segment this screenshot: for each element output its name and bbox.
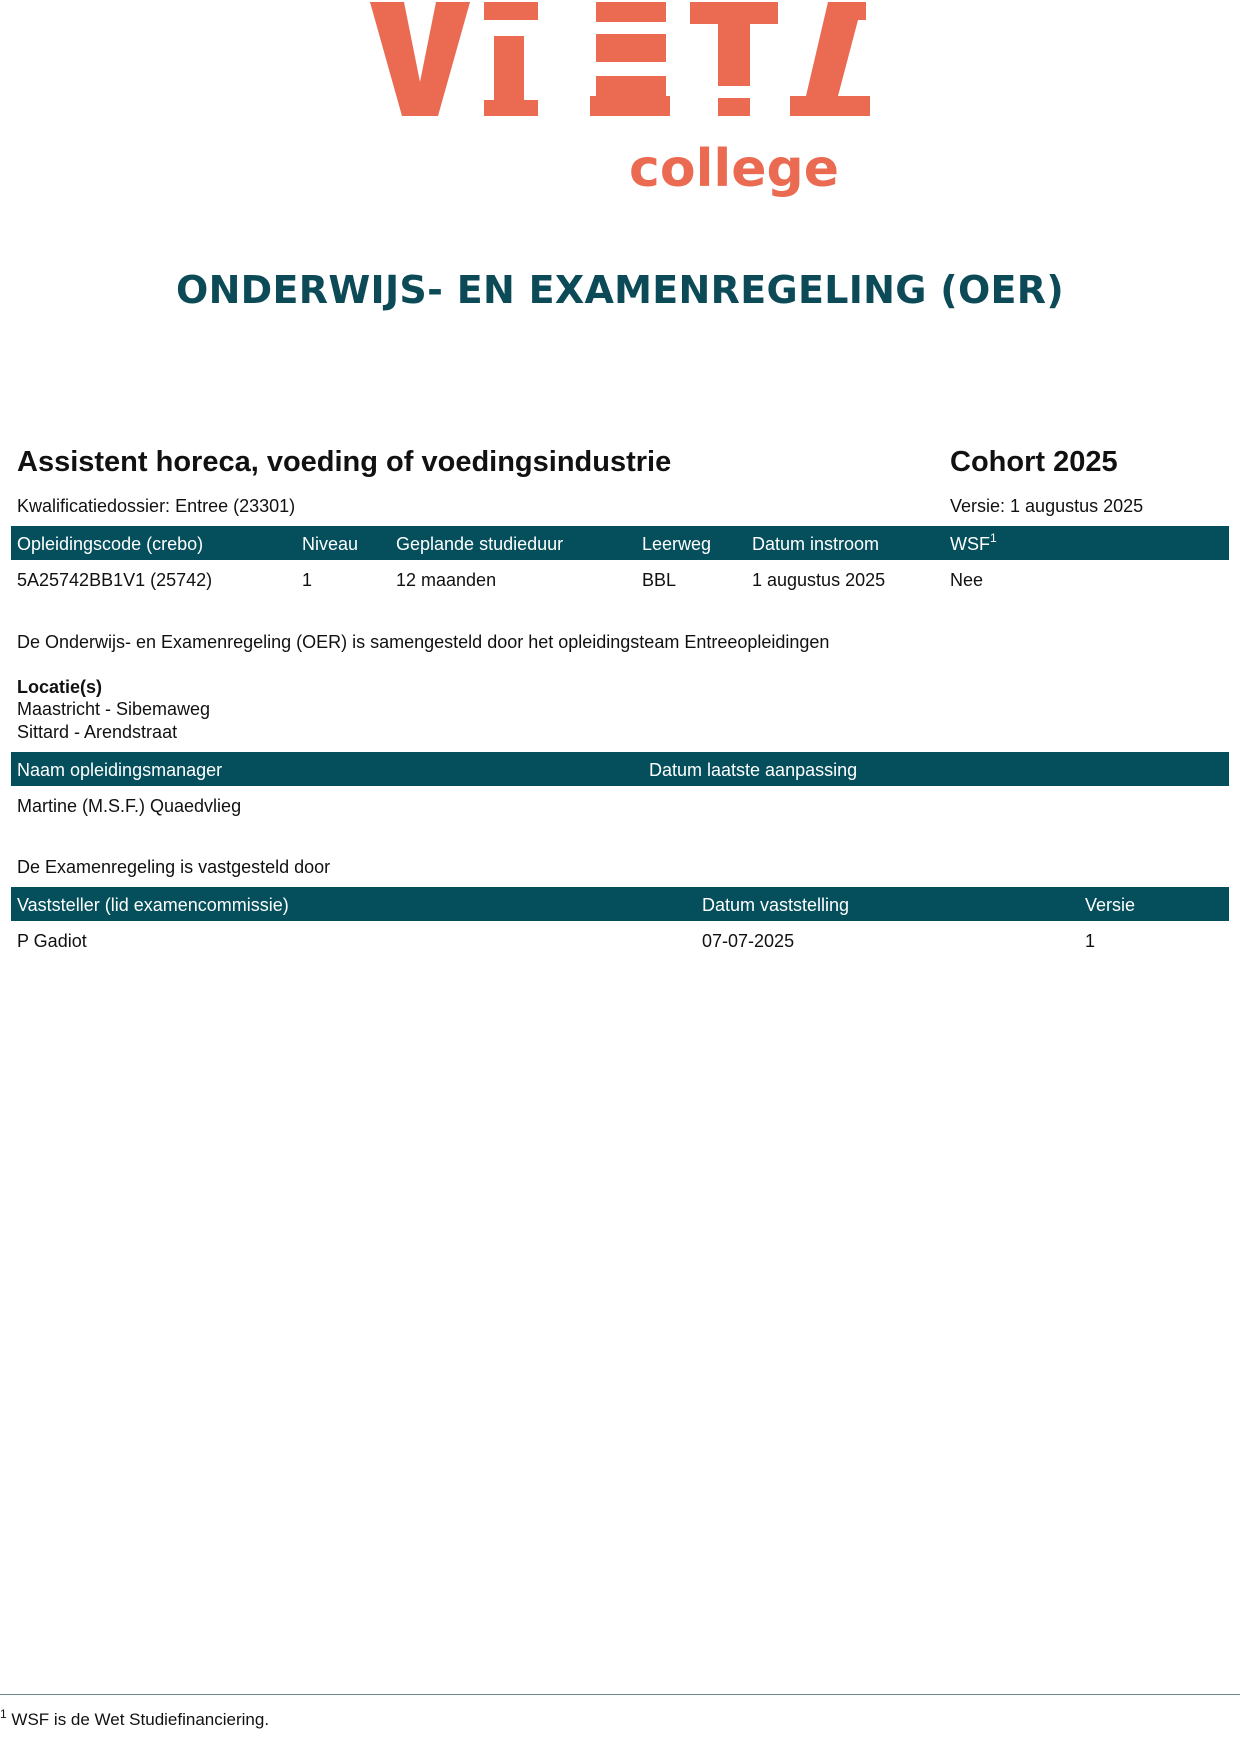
header-wsf-label: WSF bbox=[950, 534, 990, 554]
cell-wsf: Nee bbox=[950, 570, 984, 590]
cohort-label: Cohort 2025 bbox=[950, 446, 1118, 478]
exam-table-header bbox=[11, 887, 1229, 921]
header-versie: Versie bbox=[1085, 895, 1136, 915]
location-item: Maastricht - Sibemaweg bbox=[17, 699, 211, 719]
header-datum-instroom: Datum instroom bbox=[752, 534, 880, 554]
header-datum-vaststelling: Datum vaststelling bbox=[702, 895, 850, 915]
footnote-marker: 1 bbox=[0, 1707, 7, 1721]
location-item: Sittard - Arendstraat bbox=[17, 722, 178, 742]
header-wsf bbox=[950, 531, 997, 555]
cell-manager: Martine (M.S.F.) Quaedvlieg bbox=[17, 796, 242, 816]
logo-graphic bbox=[0, 0, 1240, 215]
logo-wordmark: college bbox=[629, 139, 839, 199]
header-vaststeller: Vaststeller (lid examencommissie) bbox=[17, 895, 289, 915]
cell-leerweg: BBL bbox=[642, 570, 677, 590]
programme-name: Assistent horeca, voeding of voedingsindustrie bbox=[17, 446, 672, 478]
header-studieduur: Geplande studieduur bbox=[396, 534, 564, 554]
table-row bbox=[11, 792, 1229, 822]
exam-statement: De Examenregeling is vastgesteld door bbox=[17, 857, 331, 877]
cell-crebo: 5A25742BB1V1 (25742) bbox=[17, 570, 213, 590]
table-row bbox=[11, 566, 1229, 596]
document-title: ONDERWIJS- EN EXAMENREGELING (OER) bbox=[175, 268, 1065, 312]
footnote-divider bbox=[0, 1694, 1240, 1695]
table-row bbox=[11, 927, 1229, 957]
header-manager: Naam opleidingsmanager bbox=[17, 760, 223, 780]
cell-datum-instroom: 1 augustus 2025 bbox=[752, 570, 886, 590]
cell-vaststeller: P Gadiot bbox=[17, 931, 87, 951]
footnote-text: WSF is de Wet Studiefinanciering. bbox=[11, 1710, 270, 1729]
programme-table-header bbox=[11, 526, 1229, 560]
manager-table-header bbox=[11, 752, 1229, 786]
wsf-footnote-marker: 1 bbox=[990, 531, 997, 545]
qualification-dossier: Kwalificatiedossier: Entree (23301) bbox=[17, 496, 296, 516]
document-version: Versie: 1 augustus 2025 bbox=[950, 496, 1144, 516]
footnote bbox=[0, 1707, 270, 1730]
locations-label: Locatie(s) bbox=[17, 677, 103, 697]
cell-versie: 1 bbox=[1085, 931, 1096, 951]
header-leerweg: Leerweg bbox=[642, 534, 712, 554]
header-last-modified: Datum laatste aanpassing bbox=[649, 760, 858, 780]
vista-college-logo bbox=[0, 0, 1240, 215]
cell-datum-vaststelling: 07-07-2025 bbox=[702, 931, 795, 951]
header-crebo: Opleidingscode (crebo) bbox=[17, 534, 204, 554]
team-statement: De Onderwijs- en Examenregeling (OER) is samengesteld door het opleidingsteam Entreeopleidingen bbox=[17, 632, 830, 652]
header-niveau: Niveau bbox=[302, 534, 359, 554]
cell-studieduur: 12 maanden bbox=[396, 570, 497, 590]
cell-niveau: 1 bbox=[302, 570, 313, 590]
